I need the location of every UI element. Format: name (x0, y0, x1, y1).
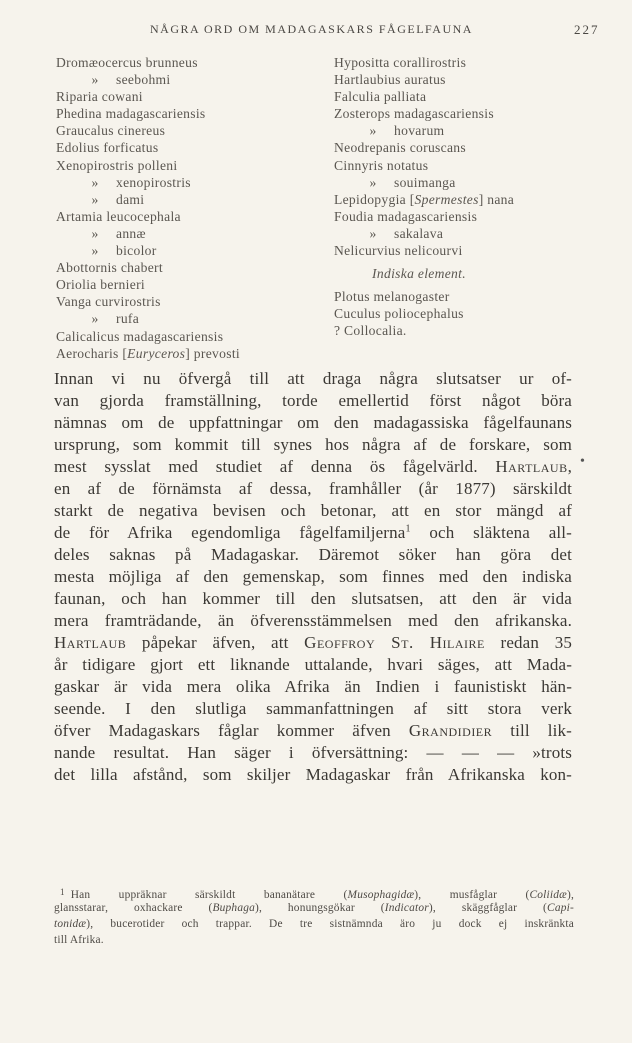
left-species-item: Phedina madagascariensis (56, 106, 206, 122)
left-species-item: » rufa (56, 310, 296, 327)
body-line: år tidigare gjort ett liknande uttalande, hvari säges, att Mada- (54, 655, 572, 674)
body-line: starkt de negativa bevisen och betonar, att en stor mängd af (54, 501, 572, 520)
right-species-item: Cinnyris notatus (334, 157, 429, 173)
body-line: Hartlaub påpekar äfven, att Geoffroy St. Hilaire redan 35 (54, 633, 573, 652)
right-species-item: Nelicurvius nelicourvi (334, 243, 463, 259)
body-line: van gjorda framställning, torde emellertid först något böra (54, 391, 572, 410)
footnote-line: $^1$ Han uppräknar särskildt bananätare (Musophagidæ), musfåglar (Coliidæ), (60, 887, 574, 901)
section-heading: Indiska element. (372, 266, 466, 282)
right-species-item: Lepidopygia [Spermestes] nana (334, 191, 515, 207)
body-line: seende. I den slutliga sammanfattningen af sitt stora verk (54, 699, 572, 718)
footnote-line: glansstarar, oxhackare (Buphaga), honungsgökar (Indicator), skäggfåglar (Capi- (54, 902, 574, 914)
running-title: NÅGRA ORD OM MADAGASKARS FÅGELFAUNA (150, 22, 473, 36)
ditto-mark: » (91, 174, 99, 190)
ditto-mark: » (369, 225, 377, 241)
body-line: mest sysslat med studiet af denna ös fågelvärld. Hartlaub, (54, 457, 572, 476)
left-species-item: » dami (56, 191, 296, 208)
left-species-item: Xenopirostris polleni (56, 157, 178, 173)
left-species-item: » annæ (56, 225, 296, 242)
ditto-mark: » (369, 174, 377, 190)
body-line: gaskar är vida mera olika Afrika än Indien i faunistiskt hän- (54, 677, 572, 696)
indian-species-item: Plotus melanogaster (334, 289, 450, 305)
indian-species-item: Cuculus poliocephalus (334, 306, 464, 322)
left-species-item: Abottornis chabert (56, 260, 163, 276)
left-species-item: » seebohmi (56, 71, 296, 88)
right-species-item: » sakalava (334, 225, 594, 242)
left-species-item: » xenopirostris (56, 174, 296, 191)
left-species-item: Graucalus cinereus (56, 123, 166, 139)
footnote-line: tonidæ), bucerotider och trappar. De tre sistnämnda äro ju dock ej inskränkta (54, 918, 574, 930)
footnote-line: till Afrika. (54, 934, 104, 946)
left-species-item: » bicolor (56, 242, 296, 259)
right-species-item: Neodrepanis coruscans (334, 140, 466, 156)
body-line: det lilla afstånd, som skiljer Madagaskar från Afrikanska kon- (54, 765, 572, 784)
right-species-item: Foudia madagascariensis (334, 208, 478, 224)
ditto-mark: » (91, 225, 99, 241)
right-species-item: » souimanga (334, 174, 594, 191)
ditto-mark: » (369, 123, 377, 139)
footnote (54, 884, 574, 948)
left-species-item: Aerocharis [Euryceros] prevosti (56, 345, 240, 361)
body-line: nämnas om de uppfattningar om den madagassiska fågelfaunans (54, 413, 572, 432)
right-species-item: Hartlaubius auratus (334, 72, 446, 88)
body-line: nande resultat. Han säger i öfversättning: — — — »trots (54, 743, 572, 762)
ditto-mark: » (91, 72, 99, 88)
margin-mark: • (580, 454, 585, 469)
right-species-item: Falculia palliata (334, 89, 427, 105)
body-line: mesta möjliga af den gemenskap, som finnes med den indiska (54, 567, 572, 586)
body-line: deles saknas på Madagaskar. Däremot söker han göra det (54, 545, 572, 564)
body-line: faunan, och han kommer till den slutsatsen, att den är vida (54, 589, 572, 608)
indiska-heading-item (334, 265, 594, 282)
species-list-left (56, 54, 296, 362)
left-species-item: Artamia leucocephala (56, 208, 181, 224)
body-line: öfver Madagaskars fåglar kommer äfven Grandidier till lik- (54, 721, 572, 740)
body-line: ursprung, som kommit till synes hos några af de forskare, som (54, 435, 572, 454)
indian-species-item: ? Collocalia. (334, 323, 407, 339)
right-species-item: Hypositta corallirostris (334, 55, 467, 70)
left-species-item: Riparia cowani (56, 89, 143, 105)
right-species-item: » hovarum (334, 122, 594, 139)
left-species-item: Calicalicus madagascariensis (56, 328, 224, 344)
ditto-mark: » (91, 311, 99, 327)
ditto-mark: » (91, 191, 99, 207)
left-species-item: Dromæocercus brunneus (56, 55, 198, 70)
left-species-item: Edolius forficatus (56, 140, 159, 156)
page-number: 227 (574, 22, 600, 37)
body-paragraph (54, 368, 572, 786)
body-line: en af de förnämsta af dessa, framhåller (år 1877) särskildt (54, 479, 572, 498)
species-list-right (334, 54, 594, 340)
running-head (0, 22, 632, 40)
ditto-mark: » (91, 243, 99, 259)
body-line: Innan vi nu öfvergå till att draga några slutsatser ur of- (54, 369, 572, 388)
left-species-item: Oriolia bernieri (56, 277, 145, 293)
right-species-item: Zosterops madagascariensis (334, 106, 494, 122)
body-line: de för Afrika egendomliga fågelfamiljerna$^1$ och släktena all- (54, 523, 572, 542)
body-line: mera framträdande, än öfverensstämmelsen med den afrikanska. (54, 611, 572, 630)
left-species-item: Vanga curvirostris (56, 294, 161, 310)
